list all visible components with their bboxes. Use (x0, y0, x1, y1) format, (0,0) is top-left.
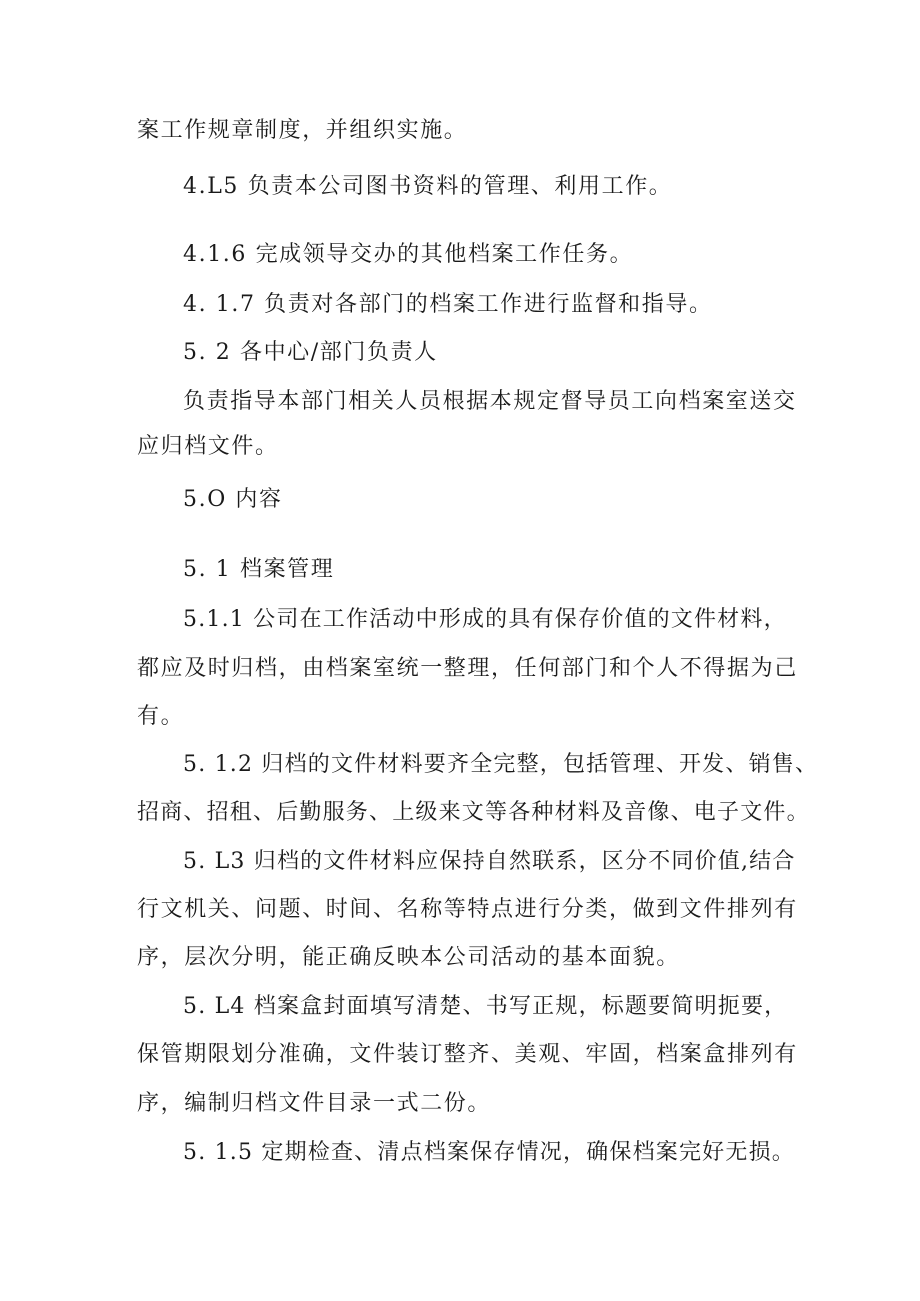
text-line-3: 4.1.6 完成领导交办的其他档案工作任务。 (183, 242, 634, 267)
text-line-4: 4. 1.7 负责对各部门的档案工作进行监督和指导。 (183, 292, 713, 317)
text-line-17: 序，层次分明，能正确反映本公司活动的基本面貌。 (137, 945, 680, 970)
text-line-8: 5.O 内容 (183, 487, 283, 512)
text-line-19: 保管期限划分准确，文件装订整齐、美观、牢固，档案盒排列有 (137, 1042, 798, 1067)
text-line-12: 有。 (137, 704, 185, 729)
text-line-11: 都应及时归档，由档案室统一整理，任何部门和个人不得据为己 (137, 656, 798, 681)
text-line-20: 序，编制归档文件目录一式二份。 (137, 1091, 492, 1116)
text-line-18: 5. L4 档案盒封面填写清楚、书写正规，标题要简明扼要， (183, 994, 788, 1019)
text-line-2: 4.L5 负责本公司图书资料的管理、利用工作。 (183, 174, 673, 199)
text-line-5: 5. 2 各中心/部门负责人 (183, 340, 438, 365)
text-line-1: 案工作规章制度，并组织实施。 (137, 118, 468, 143)
text-line-7: 应归档文件。 (137, 434, 279, 459)
text-line-9: 5. 1 档案管理 (183, 557, 335, 582)
text-line-13: 5. 1.2 归档的文件材料要齐全完整，包括管理、开发、销售、 (183, 752, 819, 777)
text-line-16: 行文机关、问题、时间、名称等特点进行分类，做到文件排列有 (137, 897, 798, 922)
text-line-6: 负责指导本部门相关人员根据本规定督导员工向档案室送交 (183, 389, 797, 414)
text-line-10: 5.1.1 公司在工作活动中形成的具有保存价值的文件材料， (183, 607, 787, 632)
text-line-15: 5. L3 归档的文件材料应保持自然联系，区分不同价值,结合 (183, 849, 796, 874)
text-line-21: 5. 1.5 定期检查、清点档案保存情况，确保档案完好无损。 (183, 1140, 795, 1165)
text-line-14: 招商、招租、后勤服务、上级来文等各种材料及音像、电子文件。 (137, 800, 810, 825)
